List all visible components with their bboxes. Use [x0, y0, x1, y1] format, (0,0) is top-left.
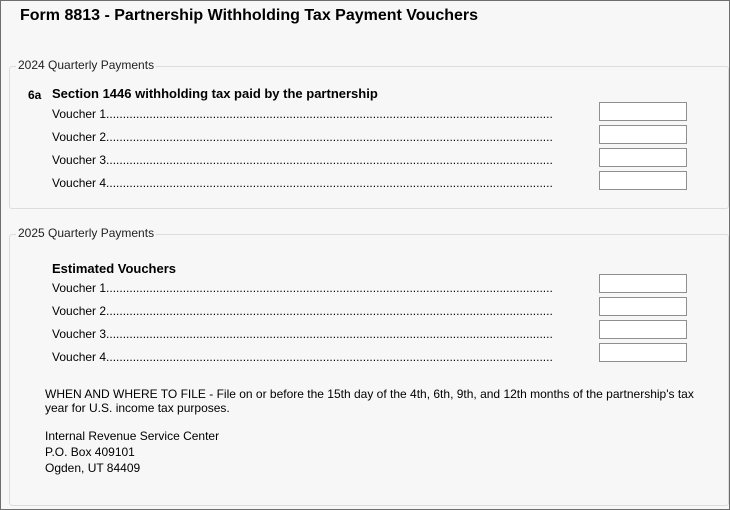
- voucher-4-amount-2025[interactable]: [599, 343, 687, 362]
- address-line-2: P.O. Box 409101: [45, 445, 135, 459]
- voucher-1-amount-2024[interactable]: [599, 102, 687, 121]
- voucher-3-label-2024: Voucher 3 .....: [52, 153, 552, 167]
- group-legend-2025: 2025 Quarterly Payments: [18, 226, 155, 240]
- voucher-2-amount-2025[interactable]: [599, 297, 687, 316]
- voucher-3-label-2025: Voucher 3 .....: [52, 327, 552, 341]
- voucher-3-amount-2024[interactable]: [599, 148, 687, 167]
- voucher-4-label-2025: Voucher 4 .....: [52, 350, 552, 364]
- address-line-1: Internal Revenue Service Center: [45, 429, 220, 443]
- voucher-3-amount-2025[interactable]: [599, 320, 687, 339]
- group-2024-quarterly-payments: [9, 58, 729, 209]
- page-title: Form 8813 - Partnership Withholding Tax Payment Vouchers: [20, 7, 479, 24]
- voucher-1-label-2024: Voucher 1 .....: [52, 107, 552, 121]
- group-2025-quarterly-payments: [9, 226, 729, 506]
- voucher-2-label-2025: Voucher 2 .....: [52, 304, 552, 318]
- group-legend-2024: 2024 Quarterly Payments: [18, 58, 155, 72]
- voucher-2-label-2024: Voucher 2 .....: [52, 130, 552, 144]
- line-number-6a: 6a: [28, 88, 42, 102]
- section-1446-heading: Section 1446 withholding tax paid by the partnership: [52, 86, 378, 101]
- voucher-4-label-2024: Voucher 4 .....: [52, 176, 552, 190]
- voucher-1-label-2025: Voucher 1 .....: [52, 281, 552, 295]
- estimated-vouchers-heading: Estimated Vouchers: [52, 261, 177, 276]
- voucher-4-amount-2024[interactable]: [599, 171, 687, 190]
- voucher-1-amount-2025[interactable]: [599, 274, 687, 293]
- address-line-3: Ogden, UT 84409: [45, 461, 141, 475]
- filing-instructions: WHEN AND WHERE TO FILE - File on or before the 15th day of the 4th, 6th, 9th, and 12th months of the partnership's tax year for U.S. income tax purposes.: [45, 387, 694, 415]
- voucher-2-amount-2024[interactable]: [599, 125, 687, 144]
